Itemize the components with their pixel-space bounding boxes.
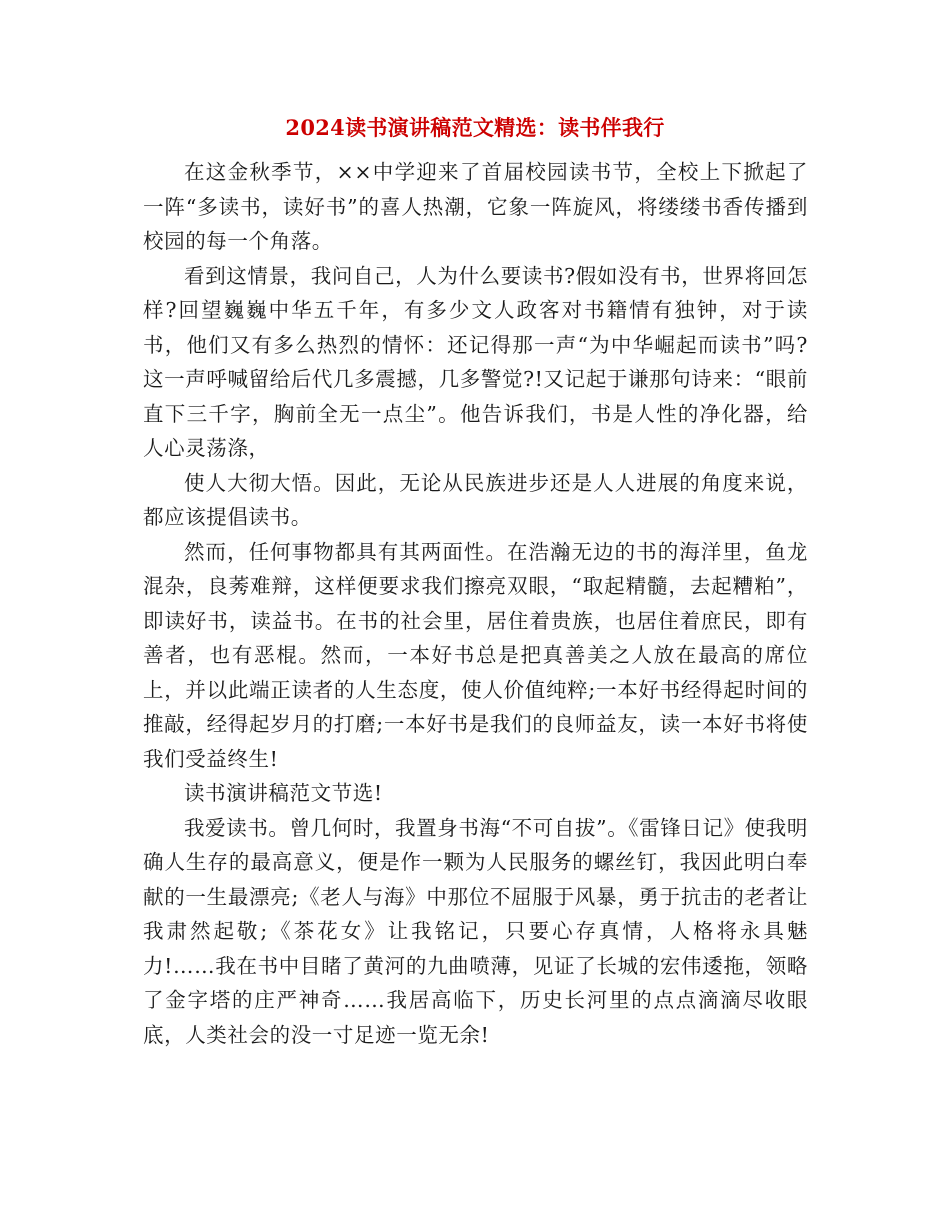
document-body (143, 155, 808, 1052)
document-title: 2024读书演讲稿范文精选：读书伴我行 (285, 115, 665, 140)
paragraph: 我爱读书。曾几何时，我置身书海“不可自拔”。《雷锋日记》使我明确人生存的最高意义，便是作一颗为人民服务的螺丝钉，我因此明白奉献的一生最漂亮;《老人与海》中那位不屈服于风暴，勇于抗击的老者让我肃然起敬;《茶花女》让我铭记，只要心存真情，人格将永具魅力!……我在书中目睹了黄河的九曲喷薄，见证了长城的宏伟逶拖，领略了金字塔的庄严神奇……我居高临下，历史长河里的点点滴滴尽收眼底，人类社会的没一寸足迹一览无余! (143, 815, 808, 1047)
paragraph: 然而，任何事物都具有其两面性。在浩瀚无边的书的海洋里，鱼龙混杂，良莠难辩，这样便要求我们擦亮双眼，“取起精髓，去起糟粕”，即读好书，读益书。在书的社会里，居住着贵族，也居住着庶民，即有善者，也有恶棍。然而，一本好书总是把真善美之人放在最高的席位上，并以此端正读者的人生态度，使人价值纯粹;一本好书经得起时间的推敲，经得起岁月的打磨;一本好书是我们的良师益友，读一本好书将使我们受益终生! (143, 539, 808, 771)
paragraph: 读书演讲稿范文节选! (184, 781, 383, 805)
paragraph: 看到这情景，我问自己，人为什么要读书?假如没有书，世界将回怎样?回望巍巍中华五千年，有多少文人政客对书籍情有独钟，对于读书，他们又有多么热烈的情怀：还记得那一声“为中华崛起而读书”吗?这一声呼喊留给后代几多震撼，几多警觉?!又记起于谦那句诗来：“眼前直下三千字，胸前全无一点尘”。他告诉我们，书是人性的净化器，给人心灵荡涤， (143, 263, 808, 460)
paragraph: 使人大彻大悟。因此，无论从民族进步还是人人进展的角度来说，都应该提倡读书。 (143, 470, 808, 529)
paragraph: 在这金秋季节，××中学迎来了首届校园读书节，全校上下掀起了一阵“多读书，读好书”的喜人热潮，它象一阵旋风，将缕缕书香传播到校园的每一个角落。 (143, 160, 808, 253)
